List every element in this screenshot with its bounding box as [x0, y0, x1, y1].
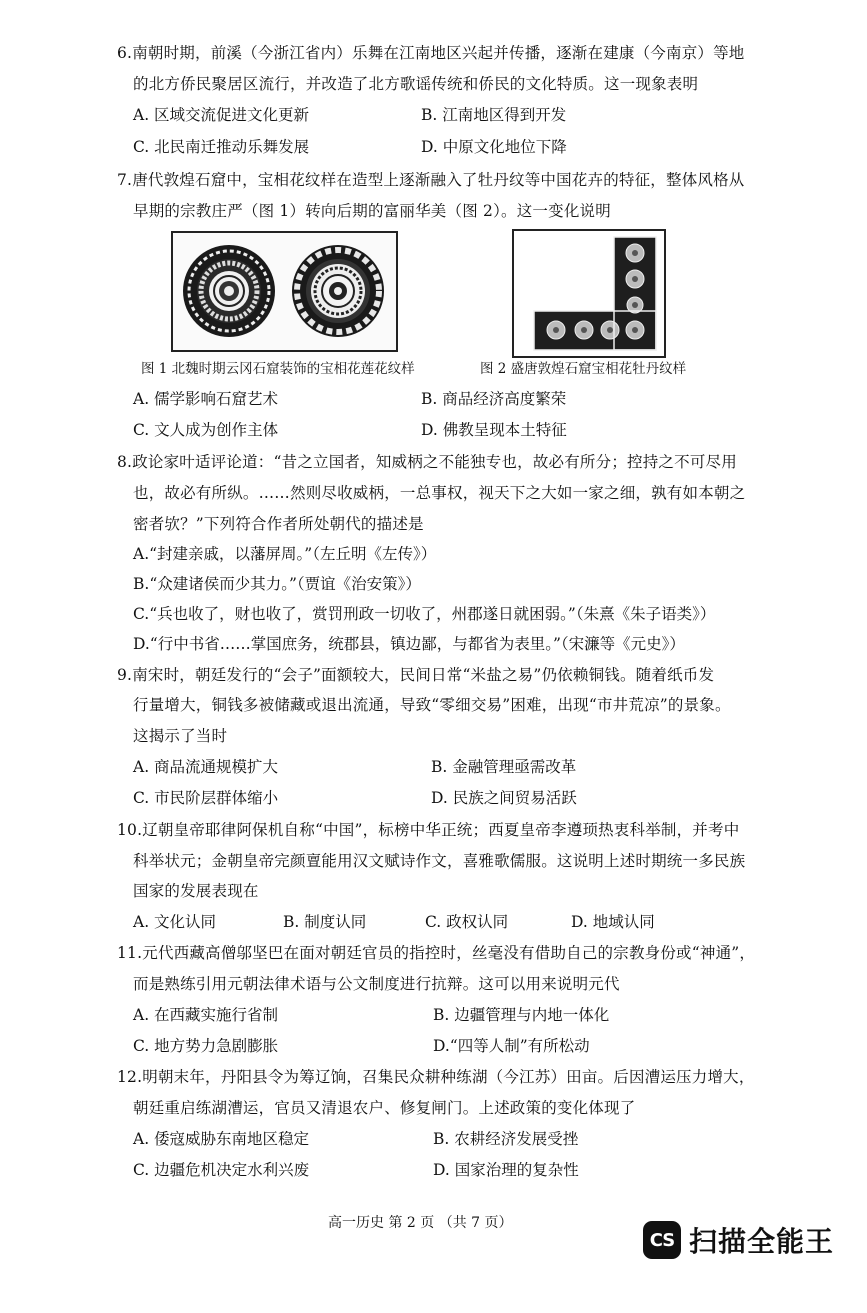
- q11-stem-line2: 而是熟练引用元朝法律术语与公文制度进行抗辩。这可以用来说明元代: [133, 975, 620, 993]
- q7-option-b: B. 商品经济高度繁荣: [421, 390, 567, 408]
- q9-stem-line3: 这揭示了当时: [133, 727, 228, 745]
- q12-stem-line2: 朝廷重启练湖漕运，官员又清退农户、修复闸门。上述政策的变化体现了: [133, 1099, 636, 1117]
- q9-option-a: A. 商品流通规模扩大: [133, 758, 279, 776]
- q6-option-d: D. 中原文化地位下降: [421, 138, 567, 156]
- figure-2-caption: 图 2 盛唐敦煌石窟宝相花牡丹纹样: [480, 361, 687, 377]
- figure-2-peony-pattern: [512, 229, 666, 358]
- q9-stem-line1: 9.南宋时，朝廷发行的“会子”面额较大，民间日常“米盐之易”仍依赖铜钱。随着纸币发: [117, 666, 715, 684]
- q8-stem-line1: 8.政论家叶适评论道：“昔之立国者，知威柄之不能独专也，故必有所分；控持之不可尽用: [117, 453, 737, 471]
- q12-option-b: B. 农耕经济发展受挫: [433, 1130, 579, 1148]
- figure-2-image: [514, 231, 664, 356]
- q7-stem-line1: 7.唐代敦煌石窟中，宝相花纹样在造型上逐渐融入了牡丹纹等中国花卉的特征，整体风格从: [117, 171, 745, 189]
- q11-option-b: B. 边疆管理与内地一体化: [433, 1006, 610, 1024]
- q9-stem-line2: 行量增大，铜钱多被储藏或退出流通，导致“零细交易”困难，出现“市井荒凉”的景象。: [133, 696, 731, 714]
- figure-1-image: [173, 233, 396, 350]
- figure-1-caption: 图 1 北魏时期云冈石窟装饰的宝相花莲花纹样: [141, 361, 415, 377]
- q6-option-c: C. 北民南迁推动乐舞发展: [133, 138, 310, 156]
- q11-option-a: A. 在西藏实施行省制: [133, 1006, 279, 1024]
- q6-stem-line2: 的北方侨民聚居区流行，并改造了北方歌谣传统和侨民的文化特质。这一现象表明: [133, 75, 699, 93]
- q8-option-c: C.“兵也收了，财也收了，赏罚刑政一切收了，州郡遂日就困弱。”（朱熹《朱子语类》）: [133, 605, 716, 623]
- q10-stem-line1: 10.辽朝皇帝耶律阿保机自称“中国”，标榜中华正统；西夏皇帝李遵顼热衷科举制，并考中: [117, 821, 740, 839]
- camscanner-logo-text: 扫描全能王: [689, 1225, 835, 1258]
- q6-option-a: A. 区域交流促进文化更新: [133, 106, 310, 124]
- q11-stem-line1: 11.元代西藏高僧邬坚巴在面对朝廷官员的指控时，丝毫没有借助自己的宗教身份或“神通”，: [117, 944, 756, 962]
- q10-option-c: C. 政权认同: [425, 913, 509, 931]
- q8-stem-line2: 也，故必有所纵。……然则尽收威柄，一总事权，视天下之大如一家之细，孰有如本朝之: [133, 484, 746, 502]
- figure-1-lotus-pattern: [171, 231, 398, 352]
- q7-option-c: C. 文人成为创作主体: [133, 421, 279, 439]
- q12-stem-line1: 12.明朝末年，丹阳县令为筹辽饷，召集民众耕种练湖（今江苏）田亩。后因漕运压力增大，: [117, 1068, 755, 1086]
- q9-option-c: C. 市民阶层群体缩小: [133, 789, 279, 807]
- q12-option-c: C. 边疆危机决定水利兴废: [133, 1161, 310, 1179]
- q7-stem-line2: 早期的宗教庄严（图 1）转向后期的富丽华美（图 2）。这一变化说明: [133, 202, 611, 220]
- q10-option-a: A. 文化认同: [133, 913, 217, 931]
- q8-option-b: B.“众建诸侯而少其力。”（贾谊《治安策》）: [133, 575, 421, 593]
- q10-stem-line2: 科举状元；金朝皇帝完颜亶能用汉文赋诗作文，喜雅歌儒服。这说明上述时期统一多民族: [133, 852, 746, 870]
- q10-option-d: D. 地域认同: [571, 913, 655, 931]
- q7-option-a: A. 儒学影响石窟艺术: [133, 390, 279, 408]
- q9-option-d: D. 民族之间贸易活跃: [431, 789, 577, 807]
- q7-option-d: D. 佛教呈现本土特征: [421, 421, 567, 439]
- q10-stem-line3: 国家的发展表现在: [133, 882, 259, 900]
- q8-option-d: D.“行中书省……掌国庶务，统郡县，镇边鄙，与都省为表里。”（宋濂等《元史》）: [133, 635, 685, 653]
- camscanner-watermark: [643, 1220, 834, 1260]
- q6-option-b: B. 江南地区得到开发: [421, 106, 567, 124]
- q6-stem-line1: 6.南朝时期，前溪（今浙江省内）乐舞在江南地区兴起并传播，逐渐在建康（今南京）等地: [117, 44, 745, 62]
- q9-option-b: B. 金融管理亟需改革: [431, 758, 577, 776]
- page-footer: 高一历史 第 2 页 （共 7 页）: [328, 1215, 513, 1231]
- q11-option-d: D.“四等人制”有所松动: [433, 1037, 590, 1055]
- q10-option-b: B. 制度认同: [283, 913, 367, 931]
- q12-option-d: D. 国家治理的复杂性: [433, 1161, 579, 1179]
- q12-option-a: A. 倭寇威胁东南地区稳定: [133, 1130, 310, 1148]
- q11-option-c: C. 地方势力急剧膨胀: [133, 1037, 279, 1055]
- camscanner-logo-icon: CS: [643, 1221, 681, 1259]
- q8-option-a: A.“封建亲戚，以藩屏周。”（左丘明《左传》）: [133, 545, 437, 563]
- q8-stem-line3: 密者欤？”下列符合作者所处朝代的描述是: [133, 515, 424, 533]
